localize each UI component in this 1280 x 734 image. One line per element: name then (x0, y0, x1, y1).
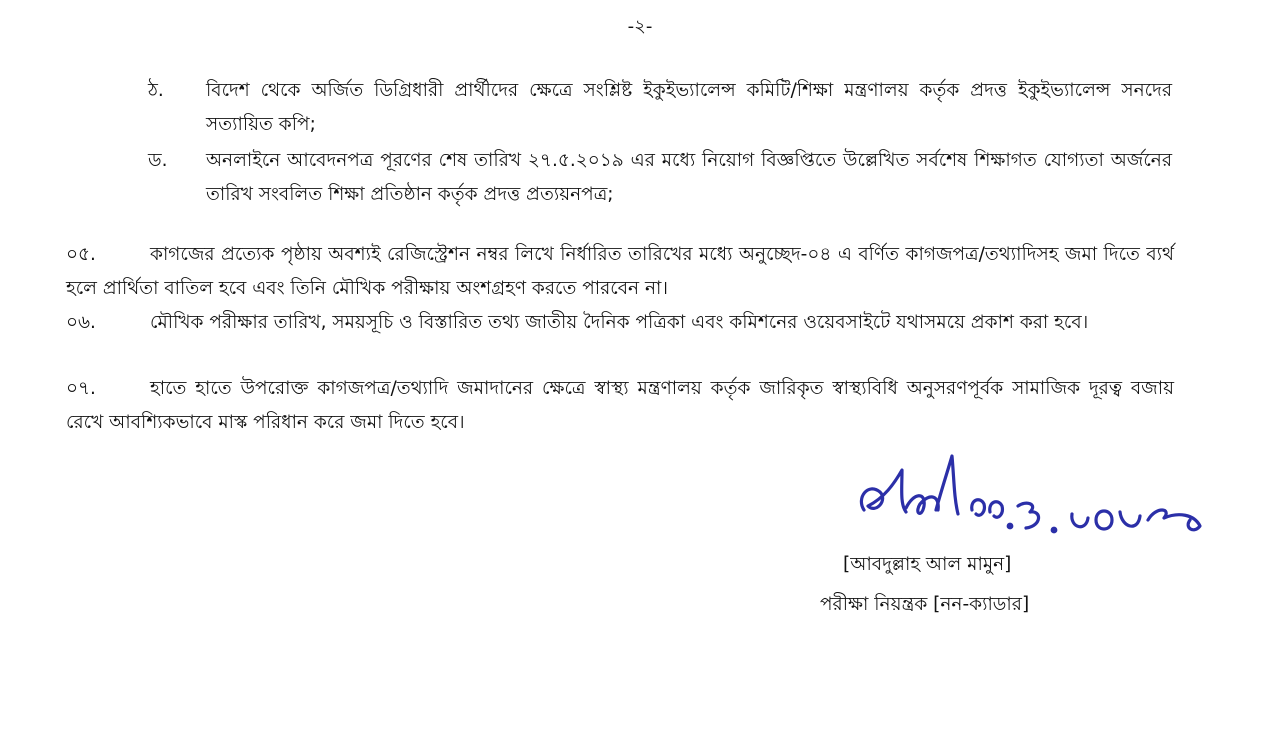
sub-item-marker: ঠ. (148, 80, 164, 101)
sub-item-marker: ড. (148, 150, 168, 171)
numbered-item-text: মৌখিক পরীক্ষার তারিখ, সময়সূচি ও বিস্তারিত তথ্য জাতীয় দৈনিক পত্রিকা এবং কমিশনের ওয়েবসাইটে যথাসময়ে প্রকাশ করা হবে। (150, 312, 1089, 333)
sub-item-text: অনলাইনে আবেদনপত্র পূরণের শেষ তারিখ ২৭.৫.২০১৯ এর মধ্যে নিয়োগ বিজ্ঞপ্তিতে উল্লেখিত সর্বশেষ শিক্ষাগত যোগ্যতা অর্জনের তারিখ সংবলিত শিক্ষা প্রতিষ্ঠান কর্তৃক প্রদত্ত প্রত্যয়নপত্র; (206, 150, 1172, 205)
numbered-item-marker: ০৭. (66, 378, 96, 399)
signatory-designation: পরীক্ষা নিয়ন্ত্রক [নন-ক্যাডার] (820, 594, 1030, 615)
sub-item-text: বিদেশ থেকে অর্জিত ডিগ্রিধারী প্রার্থীদের ক্ষেত্রে সংশ্লিষ্ট ইকুইভ্যালেন্স কমিটি/শিক্ষা মন্ত্রণালয় কর্তৃক প্রদত্ত ইকুইভ্যালেন্স সনদের সত্যায়িত কপি; (206, 80, 1172, 135)
numbered-item-text: হাতে হাতে উপরোক্ত কাগজপত্র/তথ্যাদি জমাদানের ক্ষেত্রে স্বাস্থ্য মন্ত্রণালয় কর্তৃক জারিকৃত স্বাস্থ্যবিধি অনুসরণপূর্বক সামাজিক দূরত্ব বজায় রেখে আবশ্যিকভাবে মাস্ক পরিধান করে জমা দিতে হবে। (66, 378, 1174, 433)
numbered-item-marker: ০৫. (66, 244, 96, 265)
signatory-name: [আবদুল্লাহ আল মামুন] (843, 554, 1012, 575)
numbered-item-text: কাগজের প্রত্যেক পৃষ্ঠায় অবশ্যই রেজিস্ট্রেশন নম্বর লিখে নির্ধারিত তারিখের মধ্যে অনুচ্ছেদ-০৪ এ বর্ণিত কাগজপত্র/তথ্যাদিসহ জমা দিতে ব্যর্থ হলে প্রার্থিতা বাতিল হবে এবং তিনি মৌখিক পরীক্ষায় অংশগ্রহণ করতে পারবেন না। (66, 244, 1174, 299)
page-number: -২- (627, 16, 653, 37)
numbered-item-marker: ০৬. (66, 312, 96, 333)
